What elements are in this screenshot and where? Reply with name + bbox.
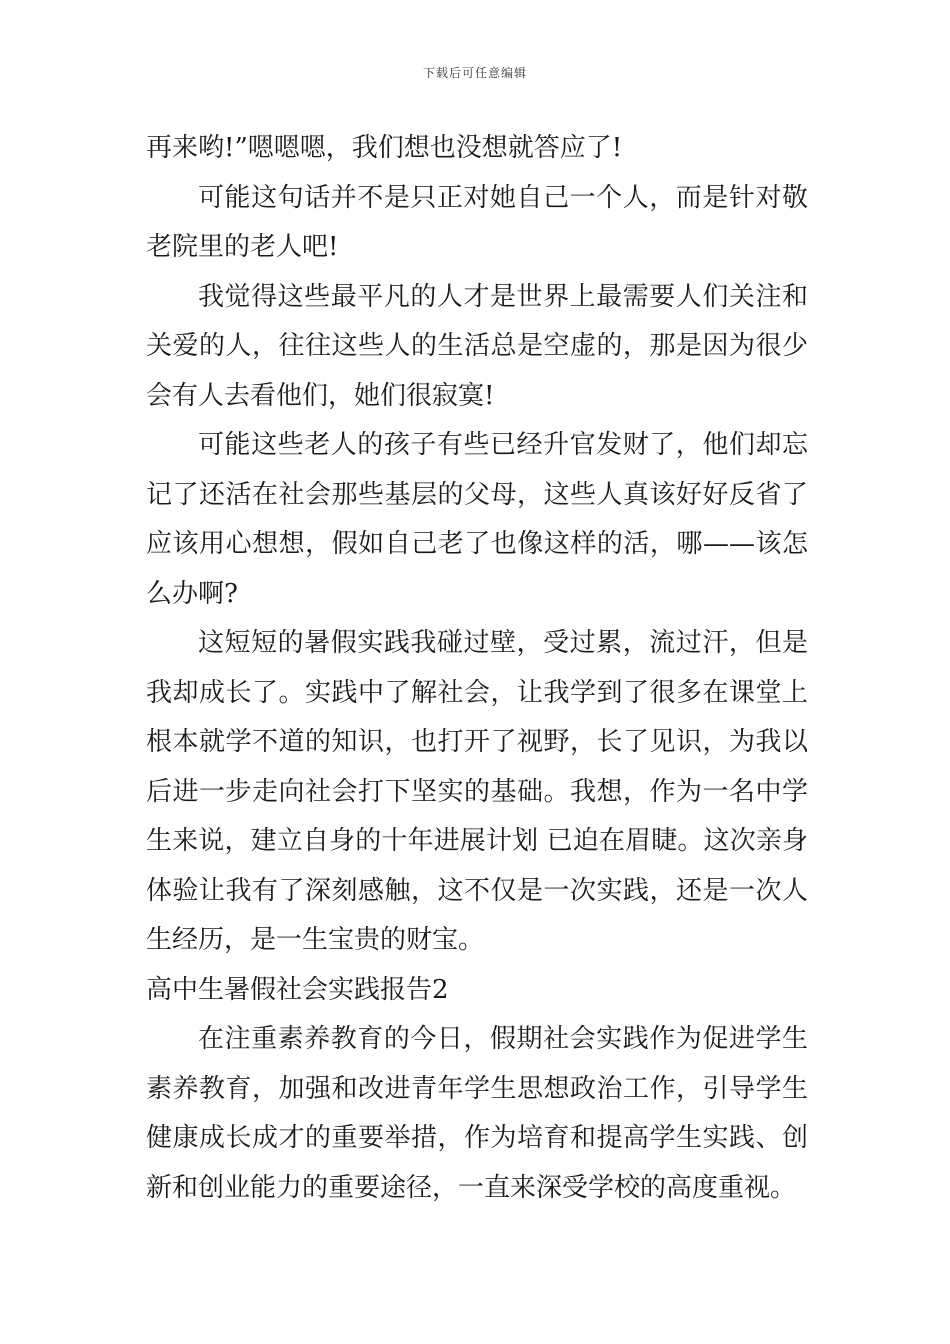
paragraph: 可能这句话并不是只正对她自己一个人，而是针对敬老院里的老人吧! <box>146 182 808 262</box>
header-note: 下载后可任意编辑 <box>422 66 527 80</box>
paragraph: 可能这些老人的孩子有些已经升官发财了，他们却忘记了还活在社会那些基层的父母，这些人真该好好反省了应该用心想想，假如自己老了也像这样的活，哪——该怎么办啊? <box>146 430 808 609</box>
document-body <box>146 124 808 1213</box>
section-heading: 高中生暑假社会实践报告2 <box>146 974 449 1005</box>
paragraph: 这短短的暑假实践我碰过壁，受过累，流过汗，但是我却成长了。实践中了解社会，让我学到了很多在课堂上根本就学不道的知识，也打开了视野，长了见识，为我以后进一步走向社会打下坚实的基础。我想，作为一名中学生来说，建立自身的十年进展计划 已迫在眉睫。这次亲身体验让我有了深刻感触，这不仅是一次实践，还是一次人生经历，是一生宝贵的财宝。 <box>146 628 808 955</box>
paragraph-continued: 再来哟!”嗯嗯嗯，我们想也没想就答应了! <box>146 133 623 163</box>
paragraph: 在注重素养教育的今日，假期社会实践作为促进学生素养教育，加强和改进青年学生思想政治工作，引导学生健康成长成才的重要举措，作为培育和提高学生实践、创新和创业能力的重要途径，一直来深受学校的高度重视。 <box>146 1024 808 1203</box>
paragraph: 我觉得这些最平凡的人才是世界上最需要人们关注和关爱的人，往往这些人的生活总是空虚的，那是因为很少会有人去看他们，她们很寂寞! <box>146 281 808 411</box>
